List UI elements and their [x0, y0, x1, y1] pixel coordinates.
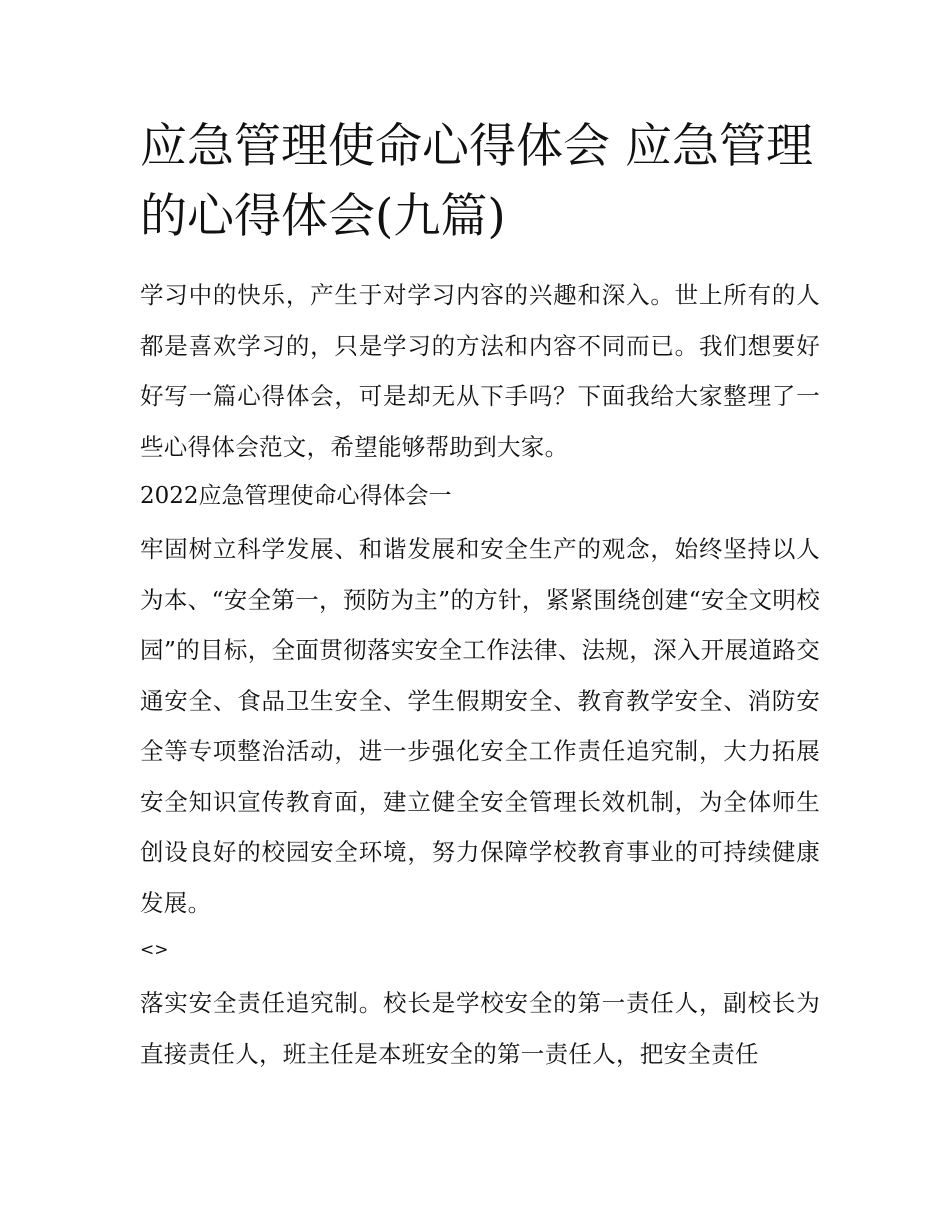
- body-paragraph: 牢固树立科学发展、和谐发展和安全生产的观念，始终坚持以人为本、“安全第一，预防为主”的方针，紧紧围绕创建“安全文明校园”的目标，全面贯彻落实安全工作法律、法规，深入开展道路交通安全、食品卫生安全、学生假期安全、教育教学安全、消防安全等专项整治活动，进一步强化安全工作责任追究制，大力拓展安全知识宣传教育面，建立健全安全管理长效机制，为全体师生创设良好的校园安全环境，努力保障学校教育事业的可持续健康发展。: [140, 535, 820, 917]
- section-heading: 2022应急管理使命心得体会一: [140, 483, 452, 509]
- document-title: 应急管理使命心得体会 应急管理的心得体会(九篇): [140, 119, 813, 244]
- document-body: [140, 112, 820, 1079]
- body-paragraph: 落实安全责任追究制。校长是学校安全的第一责任人，副校长为直接责任人，班主任是本班安全的第一责任人，把安全责任: [140, 989, 820, 1068]
- intro-paragraph: 学习中的快乐，产生于对学习内容的兴趣和深入。世上所有的人都是喜欢学习的，只是学习的方法和内容不同而已。我们想要好好写一篇心得体会，可是却无从下手吗？下面我给大家整理了一些心得体会范文，希望能够帮助到大家。: [140, 281, 820, 461]
- placeholder-marker: <>: [140, 940, 169, 960]
